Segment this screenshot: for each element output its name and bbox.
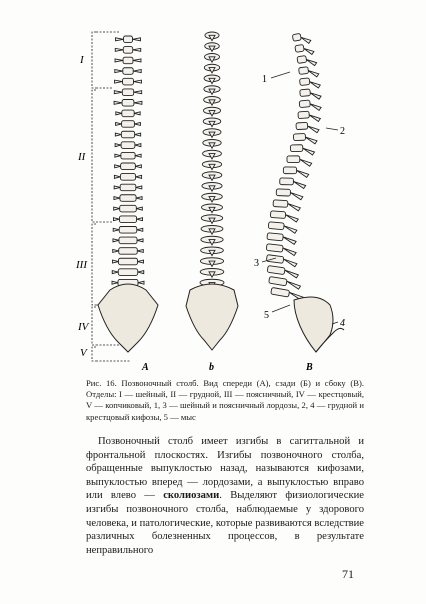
vertebra — [283, 167, 296, 174]
vertebra — [296, 122, 308, 129]
vertebra — [121, 131, 134, 138]
section-label-V: V — [80, 347, 87, 359]
vertebra — [122, 89, 133, 96]
transverse-process — [137, 239, 143, 242]
figure-caption: Рис. 16. Позвоночный столб. Вид спереди (А), сзади (Б) и сбоку (В). Отделы: I — шейный, II — грудной, III — поясничный, IV — крестцовый, V — копчиковый, 1, 3 — шейный и поясничный лордозы, 2, 4 — грудной и крестцовый кифозы, 5 — мыс — [86, 378, 364, 422]
spinous-process — [305, 137, 317, 144]
spinous-process — [283, 237, 296, 245]
transverse-process — [133, 70, 141, 73]
spinous-process — [303, 148, 315, 155]
vertebra — [121, 163, 136, 170]
transverse-process — [134, 101, 142, 104]
transverse-process — [135, 165, 141, 168]
vertebra — [123, 57, 133, 64]
vertebra — [120, 184, 136, 191]
spinous-process — [310, 82, 321, 88]
vertebra — [267, 233, 283, 241]
vertebra — [299, 67, 309, 75]
vertebra — [300, 89, 311, 97]
section-label-III: III — [76, 259, 87, 271]
section-label-II: II — [78, 151, 86, 163]
transverse-process — [138, 281, 144, 284]
transverse-process — [113, 228, 119, 231]
vertebra — [292, 33, 301, 41]
transverse-process — [114, 186, 120, 189]
view-label-B: B — [306, 362, 313, 373]
vertebra — [266, 255, 283, 264]
spine-front-view — [112, 36, 144, 286]
transverse-process — [138, 260, 144, 263]
transverse-process — [134, 122, 140, 125]
spinous-process — [308, 126, 319, 133]
spinous-process — [288, 204, 301, 211]
curve-label-1: 1 — [262, 74, 267, 85]
transverse-process — [114, 207, 120, 210]
vertebra — [120, 195, 136, 202]
vertebra — [269, 276, 287, 285]
spinous-process — [310, 104, 321, 111]
vertebra — [268, 222, 284, 230]
curve-label-4: 4 — [340, 318, 345, 329]
transverse-process — [115, 70, 123, 73]
transverse-process — [137, 218, 143, 221]
curve-label-3: 3 — [254, 258, 259, 269]
spinous-process — [309, 115, 320, 122]
vertebra — [273, 200, 288, 207]
transverse-process — [112, 281, 118, 284]
vertebra — [122, 121, 135, 128]
body-text-part2: . Выделяют физиологические изгибы позвоночного столба, наблюдаемые у здорового человека, и патологические, которые развиваются вследствие различных болезненных процессов, в результате неправильного — [86, 490, 364, 556]
transverse-process — [137, 249, 143, 252]
transverse-process — [136, 175, 142, 178]
section-label-IV: IV — [78, 321, 89, 333]
spinous-process — [306, 59, 316, 65]
spinous-process — [304, 48, 314, 54]
vertebra — [118, 269, 138, 276]
transverse-process — [116, 122, 122, 125]
vertebra — [120, 174, 135, 181]
spinous-process — [301, 37, 311, 43]
vertebra — [287, 156, 300, 163]
transverse-process — [115, 165, 121, 168]
transverse-process — [114, 197, 120, 200]
spinous-process — [283, 259, 296, 267]
spine-back-view — [200, 32, 224, 288]
transverse-process — [115, 48, 123, 51]
vertebra — [119, 248, 138, 255]
vertebra — [276, 189, 290, 196]
vertebra — [290, 145, 302, 152]
transverse-process — [112, 260, 118, 263]
body-paragraph — [86, 435, 364, 557]
transverse-process — [113, 218, 119, 221]
vertebra — [270, 211, 285, 219]
vertebra — [123, 47, 132, 54]
spinous-process — [285, 270, 299, 278]
transverse-process — [137, 228, 143, 231]
vertebra — [124, 36, 133, 43]
vertebra — [297, 56, 307, 64]
transverse-process — [114, 101, 122, 104]
transverse-process — [115, 144, 121, 147]
vertebra — [122, 100, 134, 107]
transverse-process — [133, 80, 141, 83]
spinous-process — [310, 93, 321, 99]
transverse-process — [133, 38, 141, 41]
transverse-process — [135, 154, 141, 157]
vertebra — [121, 142, 135, 149]
transverse-process — [134, 112, 140, 115]
transverse-process — [112, 271, 118, 274]
transverse-process — [135, 133, 141, 136]
vertebra — [266, 244, 283, 252]
vertebra — [299, 78, 309, 86]
transverse-process — [138, 271, 144, 274]
spinous-process — [308, 71, 319, 77]
vertebra — [118, 258, 137, 265]
sacrum-back — [186, 284, 238, 350]
vertebra — [295, 44, 304, 52]
transverse-process — [115, 80, 123, 83]
page-number: 71 — [342, 567, 354, 581]
transverse-process — [115, 154, 121, 157]
transverse-process — [134, 91, 142, 94]
transverse-process — [113, 239, 119, 242]
transverse-process — [116, 38, 124, 41]
transverse-process — [115, 59, 123, 62]
transverse-process — [115, 133, 121, 136]
vertebra — [293, 134, 305, 141]
vertebra — [119, 216, 136, 223]
vertebra — [122, 110, 134, 117]
transverse-process — [136, 186, 142, 189]
transverse-process — [133, 59, 141, 62]
vertebra — [119, 227, 137, 234]
spine-side-view — [266, 33, 321, 300]
transverse-process — [136, 207, 142, 210]
transverse-process — [116, 112, 122, 115]
spinous-process — [297, 170, 309, 177]
transverse-process — [114, 91, 122, 94]
view-label-b: b — [209, 362, 214, 373]
transverse-process — [136, 197, 142, 200]
spinous-process — [284, 226, 297, 233]
vertebra — [298, 111, 309, 118]
transverse-process — [113, 249, 119, 252]
curve-label-2: 2 — [340, 126, 345, 137]
vertebra — [271, 287, 290, 297]
spinous-process — [286, 215, 299, 222]
transverse-process — [133, 48, 141, 51]
vertebra — [120, 205, 137, 212]
vertebra — [123, 68, 133, 75]
curve-label-5: 5 — [264, 310, 269, 321]
view-label-A: A — [142, 362, 149, 373]
body-text-part1: Позвоночный столб имеет изгибы в сагиттальной и фронтальной плоскостях. Изгибы позвоночного столба, обращенные выпуклостью назад, называются кифозами, выпуклостью вперед — лордозами, а выпуклостью вправо или влево — — [86, 436, 364, 502]
vertebra — [119, 237, 137, 244]
spinous-process — [293, 181, 305, 188]
spinous-process — [290, 192, 302, 199]
vertebra — [121, 152, 135, 159]
sacrum-side — [294, 297, 333, 352]
vertebra — [280, 178, 294, 185]
section-label-I: I — [80, 54, 84, 66]
vertebra — [123, 78, 134, 85]
vertebra — [299, 100, 310, 108]
spinous-process — [300, 159, 312, 166]
transverse-process — [114, 175, 120, 178]
sacrum-front — [98, 284, 158, 352]
spinous-process — [283, 248, 296, 256]
bold-term: сколиозами — [163, 490, 220, 502]
transverse-process — [135, 144, 141, 147]
vertebra — [267, 266, 285, 275]
spinous-process — [287, 281, 301, 289]
